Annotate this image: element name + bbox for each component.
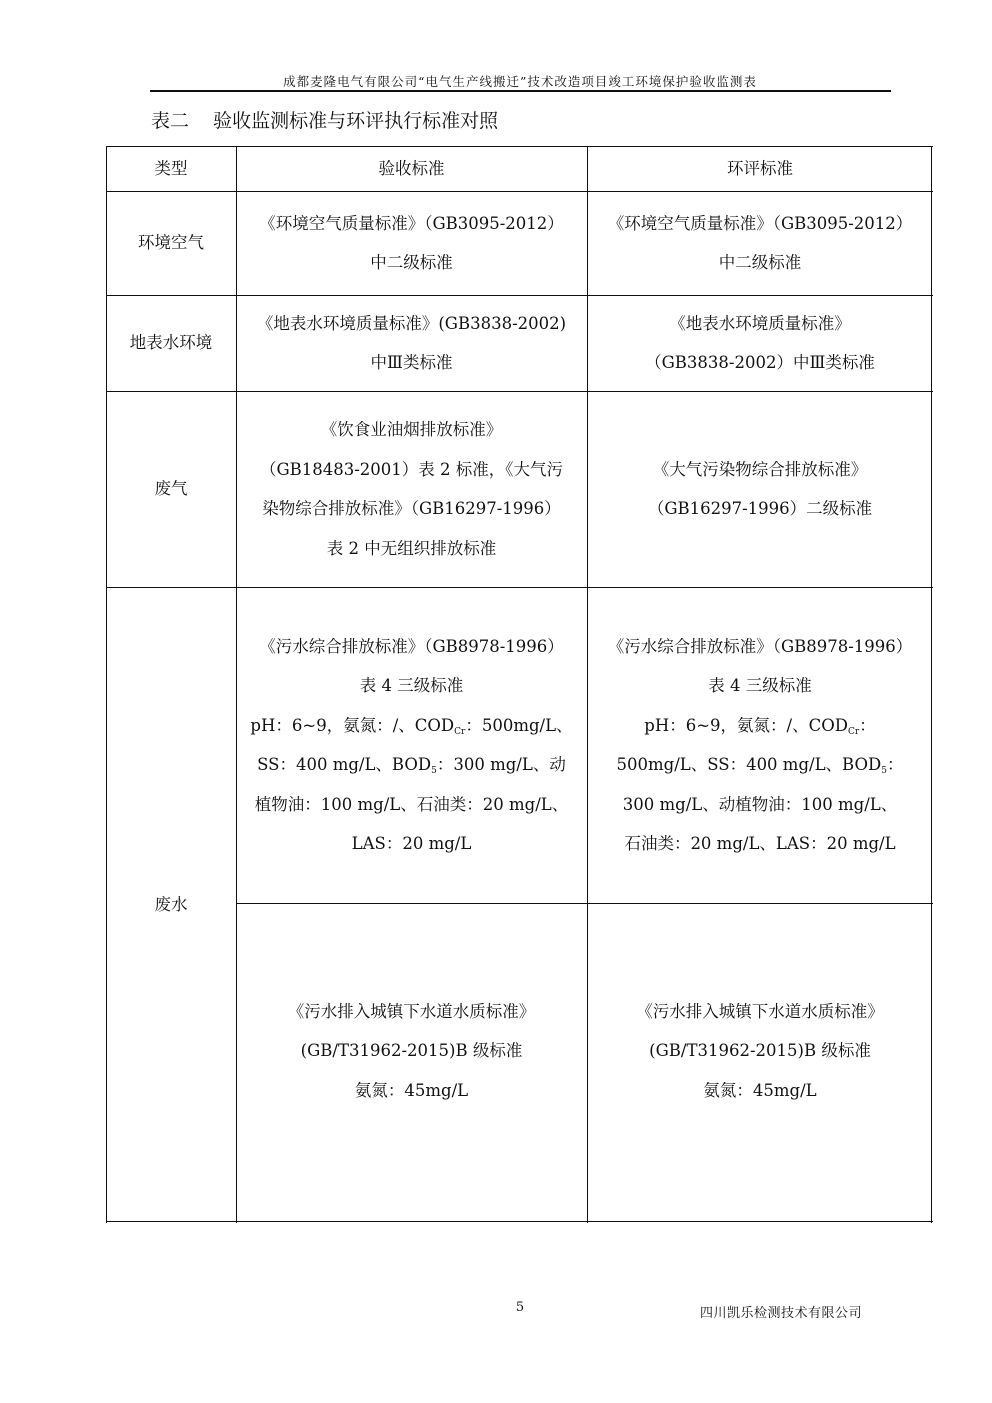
table-border-bottom: [106, 1221, 933, 1222]
page-number: 5: [515, 1300, 525, 1315]
row-exhaust-eia: 《大气污染物综合排放标准》 （GB16297-1996）二级标准: [647, 459, 873, 518]
footer-company: 四川凯乐检测技术有限公司: [700, 1306, 863, 1321]
row-surface-water-acceptance: 《地表水环境质量标准》(GB3838-2002) 中Ⅲ类标准: [256, 313, 567, 372]
standards-comparison-table: [106, 146, 933, 1223]
document-header: 成都麦隆电气有限公司“电气生产线搬迁”技术改造项目竣工环境保护验收监测表: [283, 74, 757, 89]
table-border-right: [931, 146, 932, 1223]
table-rule: [106, 391, 933, 392]
row-air-acceptance: 《环境空气质量标准》（GB3095-2012） 中二级标准: [259, 213, 564, 272]
row-wastewater-sub2-acceptance: 《污水排入城镇下水道水质标准》 (GB/T31962-2015)B 级标准 氨氮：45mg/L: [287, 1001, 536, 1100]
header-rule: [150, 90, 891, 92]
row-surface-water-type: 地表水环境: [129, 333, 213, 353]
row-wastewater-type: 废水: [154, 895, 188, 915]
table-rule: [236, 146, 237, 1223]
row-air-type: 环境空气: [138, 233, 204, 253]
table-rule: [106, 587, 933, 588]
row-wastewater-sub2-eia: 《污水排入城镇下水道水质标准》 (GB/T31962-2015)B 级标准 氨氮：45mg/L: [636, 1001, 884, 1100]
row-exhaust-acceptance: 《饮食业油烟排放标准》 （GB18483-2001）表 2 标准，《大气污 染物综合排放标准》（GB16297-1996） 表 2 中无组织排放标准: [259, 420, 564, 558]
table-rule: [106, 295, 933, 296]
column-header-acceptance: 验收标准: [378, 158, 445, 178]
table-rule: [106, 191, 933, 192]
row-surface-water-eia: 《地表水环境质量标准》 （GB3838-2002）中Ⅲ类标准: [645, 313, 875, 372]
row-wastewater-sub1-acceptance: 《污水综合排放标准》（GB8978-1996） 表 4 三级标准 pH：6~9，氨氮：/、$COD_{Cr}$：500mg/L、 SS：400 mg/L、$BOD_5$：300 mg/L、动 植物油：100 mg/L、石油类：20 mg/L、 LAS：20 mg/L: [250, 636, 573, 853]
row-exhaust-type: 废气: [154, 479, 188, 499]
row-wastewater-sub1-eia: 《污水综合排放标准》（GB8978-1996） 表 4 三级标准 pH：6~9，氨氮：/、$COD_{Cr}$： 500mg/L、SS：400 mg/L、$BOD_5$： 300 mg/L、动植物油：100 mg/L、 石油类：20 mg/L、LAS：20 mg/L: [607, 636, 913, 853]
table-border-left: [106, 146, 107, 1223]
column-header-eia: 环评标准: [727, 158, 793, 178]
table-border-top: [106, 146, 933, 147]
table-rule: [587, 146, 588, 1223]
table-rule: [236, 903, 933, 904]
row-air-eia: 《环境空气质量标准》（GB3095-2012） 中二级标准: [607, 213, 913, 272]
column-header-type: 类型: [154, 158, 188, 178]
table-title: 表二 验收监测标准与环评执行标准对照: [151, 110, 499, 132]
